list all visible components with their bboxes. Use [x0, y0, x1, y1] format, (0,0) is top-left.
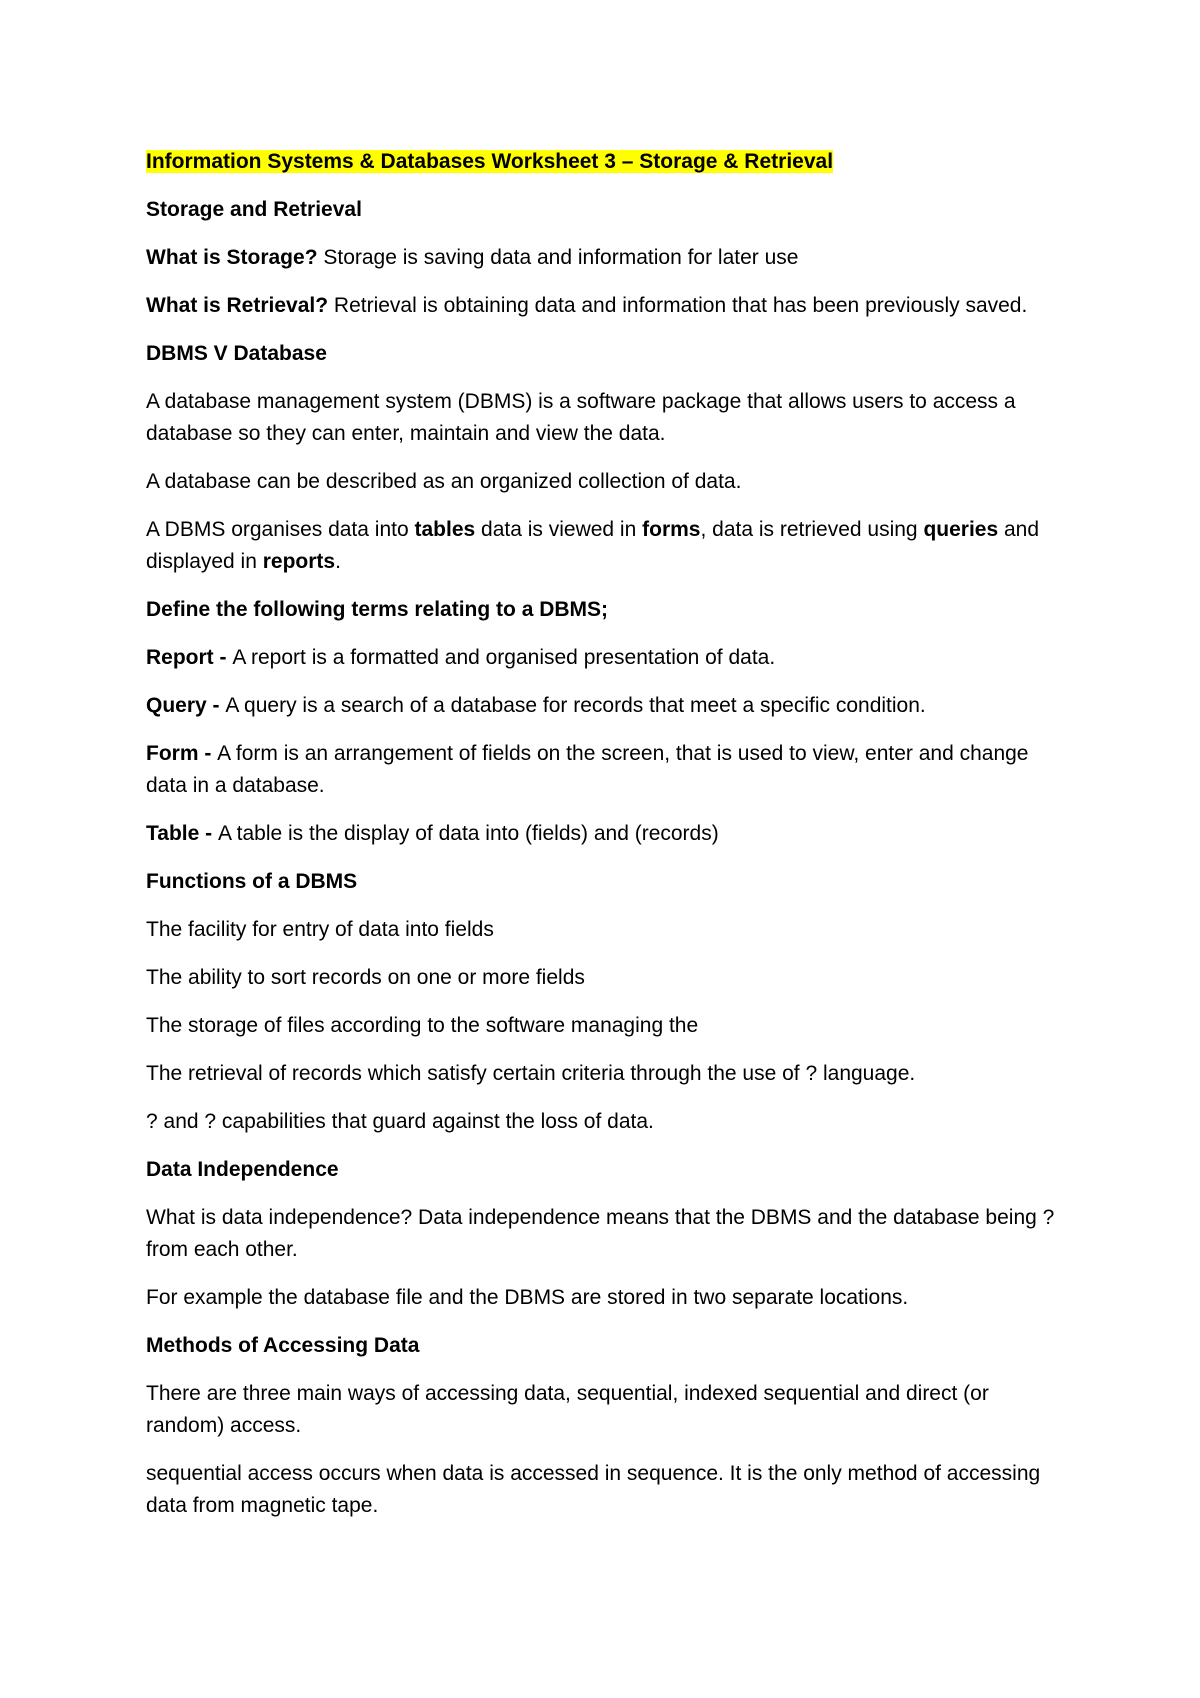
org-reports: reports	[262, 550, 336, 573]
heading-access-methods: Methods of Accessing Data	[146, 1334, 420, 1357]
term-definition: A query is a search of a database for records that meet a specific condition.	[225, 694, 926, 717]
function-item: The ability to sort records on one or more fields	[146, 966, 585, 989]
heading-dbms-vs-database: DBMS V Database	[146, 342, 327, 365]
term-label: Form -	[146, 742, 218, 765]
term-label: Table -	[146, 822, 218, 845]
independence-example: For example the database file and the DBMS are stored in two separate locations.	[146, 1286, 909, 1309]
heading-data-independence: Data Independence	[146, 1158, 339, 1181]
term-label: Query -	[146, 694, 226, 717]
retrieval-question: What is Retrieval?	[146, 294, 329, 317]
term-label: Report -	[146, 646, 233, 669]
sequential-access-description: sequential access occurs when data is accessed in sequence. It is the only method of accessing data from magnetic tape.	[146, 1462, 1041, 1517]
org-text-5: .	[335, 550, 341, 573]
storage-definition	[146, 242, 1066, 274]
term-definition: A report is a formatted and organised presentation of data.	[232, 646, 776, 669]
document-body	[146, 146, 1066, 1538]
access-methods-intro: There are three main ways of accessing data, sequential, indexed sequential and direct (or random) access.	[146, 1382, 989, 1437]
term-definition: A table is the display of data into (fields) and (records)	[217, 822, 719, 845]
dbms-definition: A database management system (DBMS) is a software package that allows users to access a database so they can enter, maintain and view the data.	[146, 390, 1016, 445]
dbms-organisation-paragraph	[146, 514, 1066, 578]
function-item: ? and ? capabilities that guard against the loss of data.	[146, 1110, 654, 1133]
database-definition: A database can be described as an organized collection of data.	[146, 470, 742, 493]
storage-answer: Storage is saving data and information for later use	[317, 246, 799, 269]
independence-definition: What is data independence? Data independence means that the DBMS and the database being ? from each other.	[146, 1206, 1055, 1261]
term-table	[146, 818, 1066, 850]
term-report	[146, 642, 1066, 674]
term-definition: A form is an arrangement of fields on the screen, that is used to view, enter and change data in a database.	[146, 742, 1029, 797]
function-item: The facility for entry of data into fields	[146, 918, 494, 941]
heading-define-terms: Define the following terms relating to a DBMS;	[146, 598, 609, 621]
storage-question: What is Storage?	[146, 246, 318, 269]
heading-storage-retrieval: Storage and Retrieval	[146, 198, 362, 221]
retrieval-answer: Retrieval is obtaining data and information that has been previously saved.	[328, 294, 1028, 317]
org-tables: tables	[414, 518, 476, 541]
org-text-3: , data is retrieved using	[700, 518, 924, 541]
worksheet-title: Information Systems & Databases Worksheet 3 – Storage & Retrieval	[146, 150, 834, 173]
term-query	[146, 690, 1066, 722]
title-paragraph	[146, 146, 1066, 178]
org-forms: forms	[642, 518, 701, 541]
org-queries: queries	[923, 518, 999, 541]
function-item: The storage of files according to the software managing the	[146, 1014, 699, 1037]
term-form	[146, 738, 1066, 802]
org-text-4: and displayed in	[146, 518, 1040, 573]
heading-functions: Functions of a DBMS	[146, 870, 358, 893]
retrieval-definition	[146, 290, 1066, 322]
org-text-2: data is viewed in	[475, 518, 643, 541]
org-text-1: A DBMS organises data into	[146, 518, 415, 541]
function-item: The retrieval of records which satisfy certain criteria through the use of ? language.	[146, 1062, 916, 1085]
